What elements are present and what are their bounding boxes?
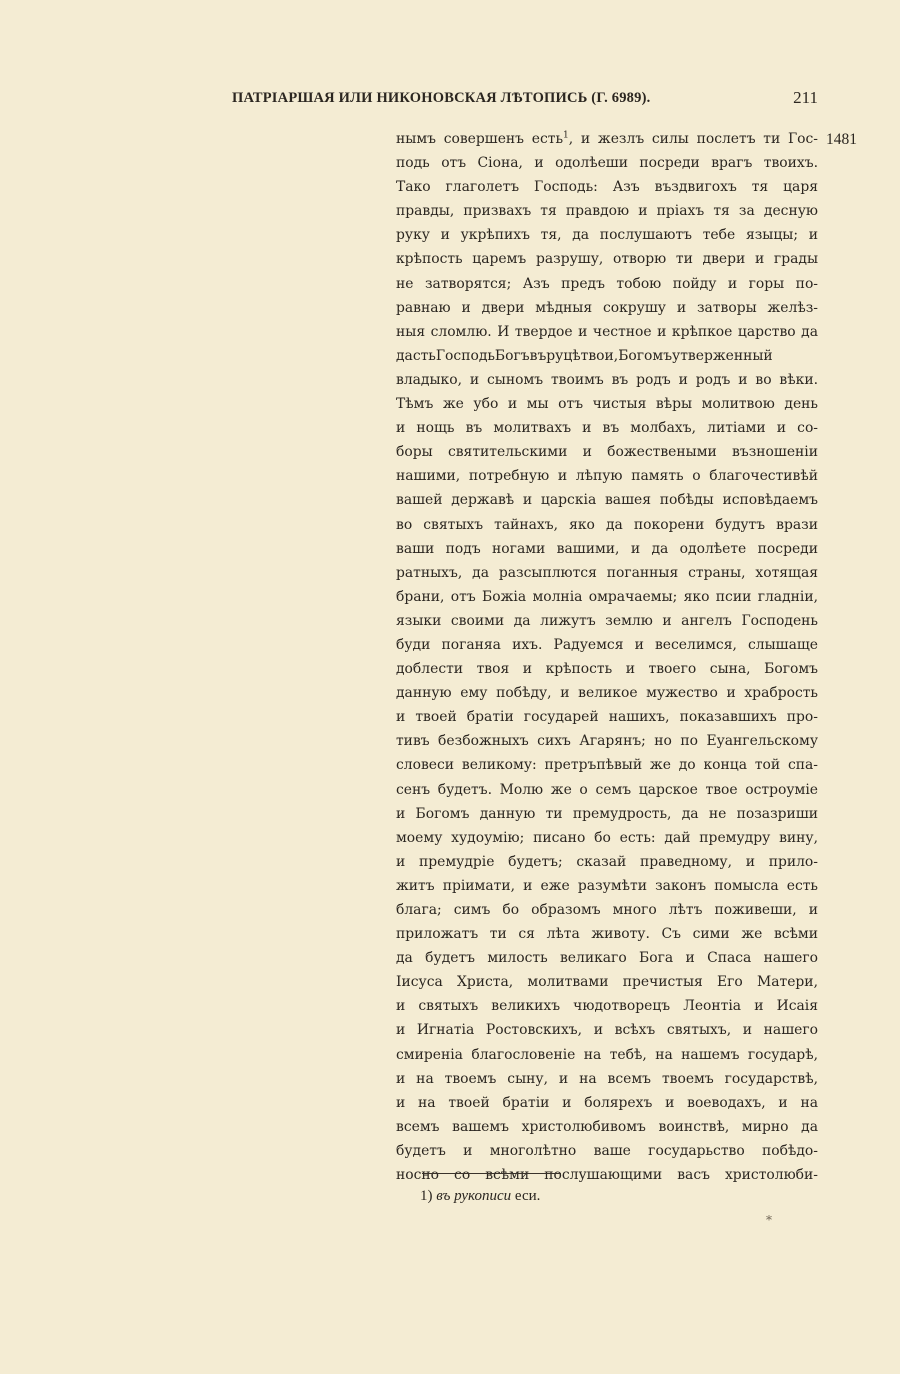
text-line: боры святительскими и божествеными възношеніи (396, 444, 818, 461)
text-line: подь отъ Сіона, и одолѣеши посреди врагъ твоихъ. (396, 155, 818, 172)
running-title: ПАТРІАРШАЯ ИЛИ НИКОНОВСКАЯ ЛѢТОПИСЬ (Г. 6989). (232, 90, 651, 106)
text-line: крѣпость царемъ разрушу, отворю ти двери и грады (396, 251, 818, 268)
text-line: всемъ вашемъ христолюбивомъ воинствѣ, мирно да (396, 1118, 818, 1135)
text-line: и на твоей братіи и боляреxъ и воеводахъ, и на (396, 1094, 818, 1111)
text-line: равнаю и двери мѣдныя сокрушу и затворы желѣз- (396, 299, 818, 316)
text-line: вашей державѣ и царскіа вашея побѣды исповѣдаемъ (396, 492, 818, 509)
text-line: правды, призвахъ тя правдою и пріахъ тя за десную (396, 203, 818, 220)
text-line: дастьГосподьБогъвъруцѣтвои,Богомъутверженный (396, 347, 773, 364)
margin-year: 1481 (826, 131, 857, 148)
text-line: приложатъ ти ся лѣта животу. Съ сими же всѣми (396, 926, 818, 943)
text-line: не затворятся; Азъ предъ тобою пойду и горы по- (396, 275, 818, 292)
footnote (420, 1188, 540, 1205)
footnote-marker: 1 (563, 130, 569, 141)
running-head (232, 90, 818, 114)
footnote-italic: въ рукописи (436, 1188, 512, 1204)
text-line: данную ему побѣду, и великое мужество и храбрость (396, 685, 818, 702)
text-line: ваши подъ ногами вашими, и да одолѣете посреди (396, 540, 818, 557)
text-line: да будетъ милость великаго Бога и Спаса нашего (396, 950, 818, 967)
text-line: ратныхъ, да разсыплются поганныя страны, хотящая (396, 564, 818, 581)
text-line: будетъ и многолѣтно ваше государьство побѣдо- (396, 1142, 818, 1159)
text-line: словеси великому: претръпѣвый же до конца той спа- (396, 757, 818, 774)
text-line: и святыхъ великихъ чюдотворецъ Леонтіа и Исаія (396, 998, 818, 1015)
text-line: Іисуса Христа, молитвами пречистыя Его Матери, (396, 974, 818, 991)
text-line: смиреніа благословеніе на тебѣ, на нашемъ государѣ, (396, 1046, 818, 1063)
text-line: и премудріе будетъ; сказай праведному, и прило- (396, 853, 818, 870)
text-line: владыко, и сыномъ твоимъ въ родъ и родъ и во вѣки. (396, 371, 818, 388)
text-line: буди поганяа ихъ. Радуемся и веселимся, слышаще (396, 636, 818, 653)
footnote-rule (422, 1173, 561, 1174)
page-number: 211 (793, 88, 818, 107)
text-line: языки своими да лижутъ землю и ангелъ Господень (396, 612, 818, 629)
text-line-start: нымъ совершенъ есть (396, 131, 564, 147)
text-line: и на твоемъ сыну, и на всемъ твоемъ государствѣ, (396, 1070, 818, 1087)
text-line (396, 127, 818, 151)
text-line: и нощь въ молитвахъ и въ молбахъ, литіами и со- (396, 420, 818, 437)
text-line: блага; симъ бо образомъ много лѣтъ поживеши, и (396, 902, 818, 918)
text-line: моему худоумію; писано бо есть: дай премудру вину, (396, 829, 818, 846)
text-line: и Игнатіа Ростовскихъ, и всѣхъ святыхъ, и нашего (396, 1022, 818, 1039)
body-text (396, 127, 818, 1187)
footnote-text: еси. (514, 1188, 541, 1204)
text-line: и твоей братіи государей нашихъ, показавшихъ про- (396, 709, 818, 726)
text-line: сенъ будетъ. Молю же о семъ царское твое остроуміе (396, 781, 818, 798)
text-line: Тѣмъ же убо и мы отъ чистыя вѣры молитвою день (396, 396, 818, 413)
text-line: житъ пріимати, и еже разумѣти законъ помысла есть (396, 877, 818, 894)
text-line: Тако глаголетъ Господь: Азъ въздвигохъ тя царя (396, 179, 818, 196)
text-line: ныя сломлю. И твердое и честное и крѣпкое царство да (396, 323, 818, 340)
text-line: руку и укрѣпихъ тя, да послушаютъ тебе языцы; и (396, 227, 818, 244)
stray-mark: * (766, 1213, 772, 1227)
text-line: брани, отъ Божіа молніа омрачаемы; яко псии гладніи, (396, 588, 818, 605)
text-line: нашими, потребную и лѣпую память о благочестивѣй (396, 468, 818, 485)
text-line: доблести твоя и крѣпость и твоего сына, Богомъ (396, 661, 818, 678)
text-line: во святыхъ тайнахъ, яко да покорени будутъ врази (396, 516, 818, 533)
footnote-number: 1) (420, 1188, 433, 1204)
text-line: носно со всѣми послушающими васъ христолюби- (396, 1167, 818, 1184)
text-line-end: , и жезлъ силы послетъ ти Гос- (568, 131, 818, 147)
text-line: тивъ безбожныхъ сихъ Агарянъ; но по Еуангельскому (396, 733, 818, 750)
text-line: и Богомъ данную ти премудрость, да не позазриши (396, 805, 818, 822)
